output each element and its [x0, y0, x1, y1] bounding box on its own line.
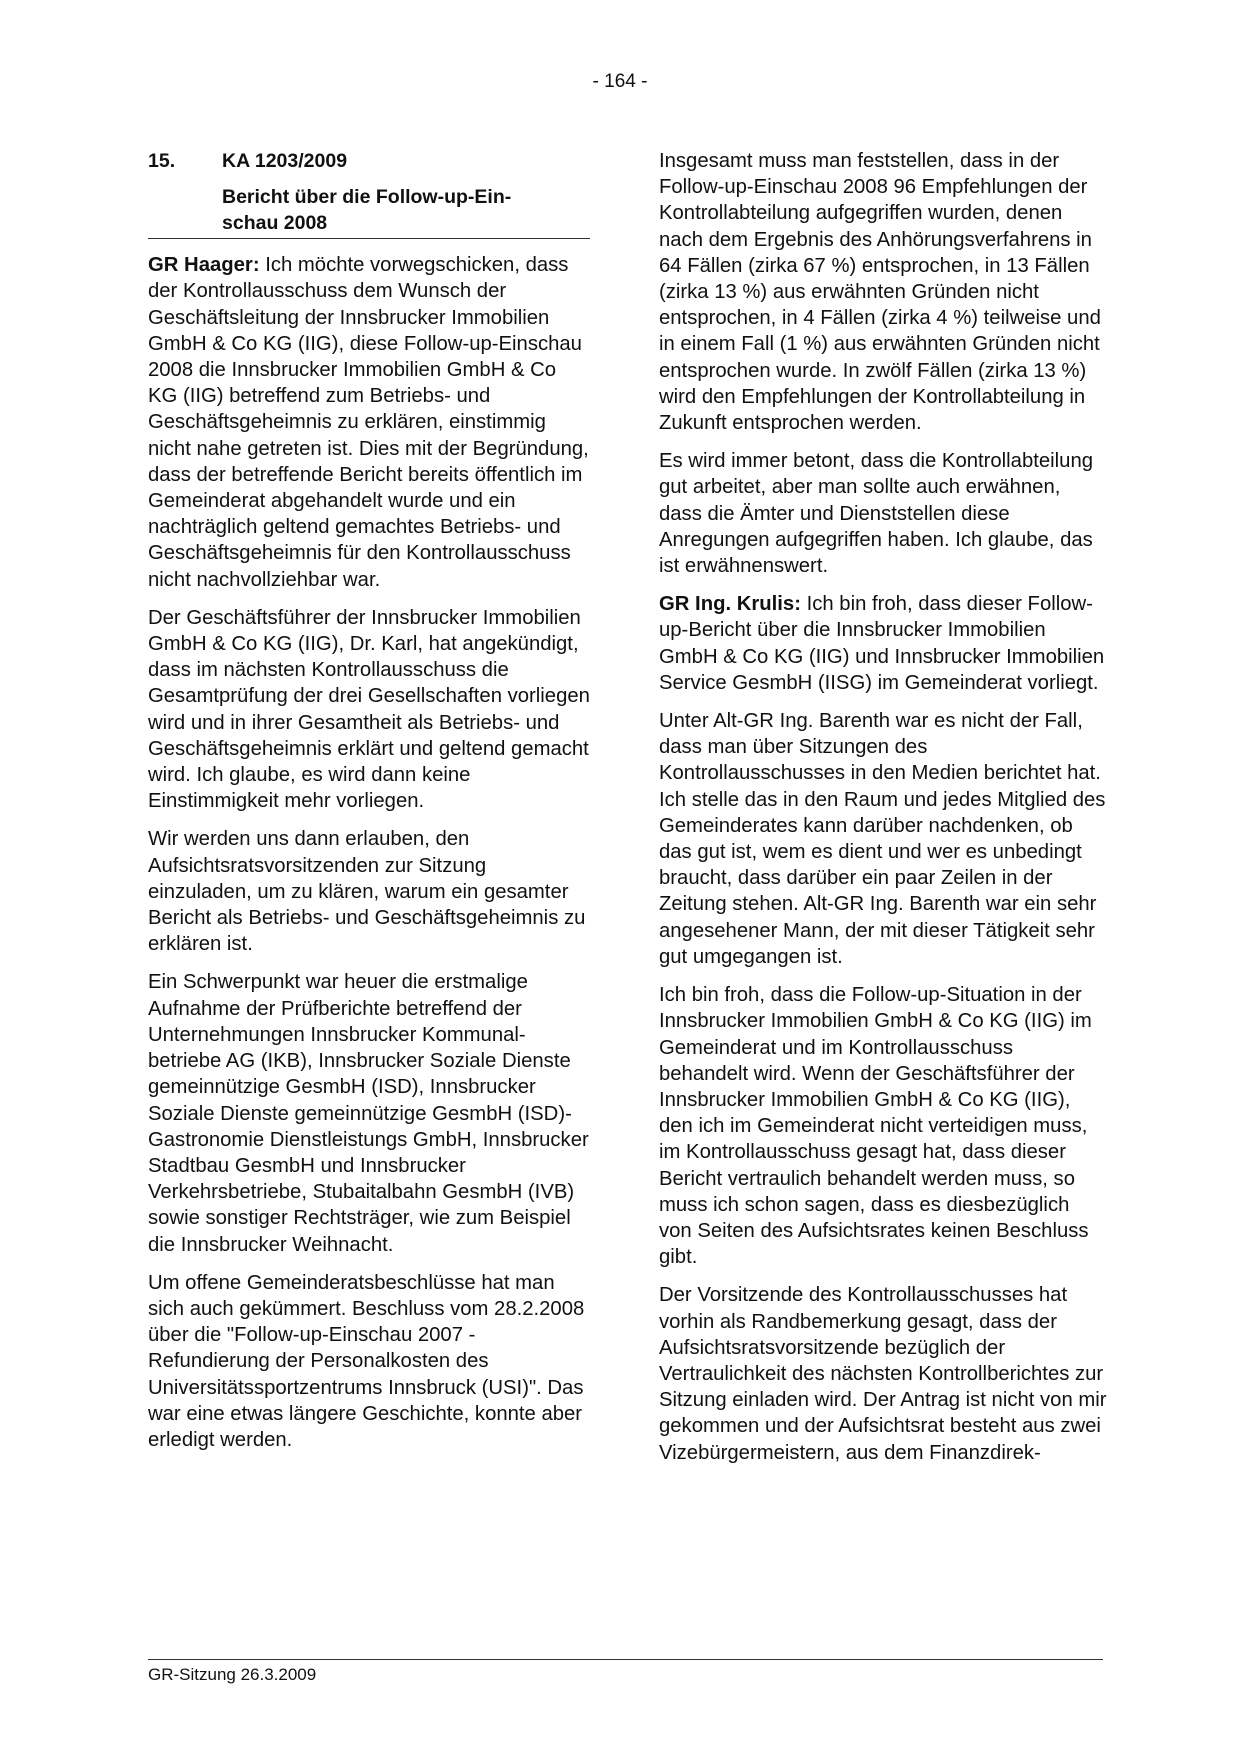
- agenda-item-header: [148, 148, 590, 239]
- paragraph: [148, 252, 590, 593]
- paragraph: Der Geschäftsführer der Innsbrucker Immobilien GmbH & Co KG (IIG), Dr. Karl, hat angekündigt, dass im nächsten Kontrollausschuss die Gesamtprüfung der drei Gesellschaften vorliegen wird und in ihrer Gesamtheit als Betriebs- und Geschäftsgeheimnis erklärt und geltend gemacht wird. Ich glaube, es wird dann keine Einstimmigkeit mehr vorliegen.: [148, 606, 590, 813]
- agenda-title-line: Bericht über die Follow-up-Ein-: [222, 186, 512, 209]
- left-column: [148, 148, 590, 1465]
- page-number: - 164 -: [592, 71, 648, 92]
- speaker-name: GR Ing. Krulis:: [659, 593, 801, 616]
- paragraph: Wir werden uns dann erlauben, den Aufsichtsratsvorsitzenden zur Sitzung einzuladen, um zu klären, warum ein gesamter Bericht als Betriebs- und Geschäftsgeheimnis zu erklären ist.: [148, 828, 586, 956]
- speaker-name: GR Haager:: [148, 254, 260, 277]
- paragraph: [659, 591, 1107, 696]
- paragraph: Um offene Gemeinderatsbeschlüsse hat man sich auch gekümmert. Beschluss vom 28.2.2008 über die "Follow-up-Einschau 2007 - Refundierung der Personalkosten des Universitätssportzentrums Innsbruck (USI)". Das war eine etwas längere Geschichte, konnte aber erledigt werden.: [148, 1271, 585, 1451]
- agenda-number: 15.: [148, 150, 176, 172]
- agenda-code: KA 1203/2009: [222, 150, 348, 172]
- paragraph-text: Ich möchte vorwegschicken, dass der Kontrollausschuss dem Wunsch der Geschäftsleitung der Innsbrucker Immobilien GmbH & Co KG (IIG), diese Follow-up-Einschau 2008 die Innsbrucker Immobilien GmbH & Co KG (IIG) betreffend zum Betriebs- und Geschäftsgeheimnis zu erklären, einstimmig nicht nahe getreten ist. Dies mit der Begründung, dass der betreffende Bericht bereits öffentlich im Gemeinderat abgehandelt wurde und ein nachträglich geltend gemachtes Betriebs- und Geschäftsgeheimnis für den Kontrollausschuss nicht nachvollziehbar war.: [148, 254, 589, 591]
- paragraph-text: Ich bin froh, dass dieser Follow-up-Bericht über die Innsbrucker Immobilien GmbH & Co KG (IIG) und Innsbrucker Immobilien Service GesmbH (IISG) im Gemeinderat vorliegt.: [659, 593, 1105, 694]
- paragraph: Unter Alt-GR Ing. Barenth war es nicht der Fall, dass man über Sitzungen des Kontrollausschusses in den Medien berichtet hat. Ich stelle das in den Raum und jedes Mitglied des Gemeinderates kann darüber nachdenken, ob das gut ist, wem es dient und wer es unbedingt braucht, dass darüber ein paar Zeilen in der Zeitung stehen. Alt-GR Ing. Barenth war ein sehr angesehener Mann, der mit dieser Tätigkeit sehr gut umgegangen ist.: [659, 710, 1106, 968]
- paragraph: Insgesamt muss man feststellen, dass in der Follow-up-Einschau 2008 96 Empfehlungen der Kontrollabteilung aufgegriffen wurden, denen nach dem Ergebnis des Anhörungsverfahrens in 64 Fällen (zirka 67 %) entsprochen, in 13 Fällen (zirka 13 %) aus erwähnten Gründen nicht entsprochen, in 4 Fällen (zirka 4 %) teilweise und in einem Fall (1 %) aus erwähnten Gründen nicht entsprochen wurde. In zwölf Fällen (zirka 13 %) wird den Empfehlungen der Kontrollabteilung in Zukunft entsprochen werden.: [659, 150, 1101, 435]
- paragraph: Ich bin froh, dass die Follow-up-Situation in der Innsbrucker Immobilien GmbH & Co KG (IIG) im Gemeinderat und im Kontrollausschuss behandelt wird. Wenn der Geschäftsführer der Innsbrucker Immobilien GmbH & Co KG (IIG), den ich im Gemeinderat nicht verteidigen muss, im Kontrollausschuss gesagt hat, dass dieser Bericht vertraulich behandelt werden muss, so muss ich schon sagen, dass es diesbezüglich von Seiten des Aufsichtsrates keinen Beschluss gibt.: [659, 984, 1092, 1269]
- agenda-title-line: schau 2008: [222, 212, 328, 235]
- agenda-title: [222, 184, 572, 236]
- footer: [148, 1659, 1103, 1685]
- paragraph: Es wird immer betont, dass die Kontrollabteilung gut arbeitet, aber man sollte auch erwähnen, dass die Ämter und Dienststellen diese Anregungen aufgegriffen haben. Ich glaube, das ist erwähnenswert.: [659, 450, 1094, 578]
- footer-session-date: GR-Sitzung 26.3.2009: [148, 1665, 317, 1684]
- right-column: [659, 148, 1107, 1478]
- paragraph: Der Vorsitzende des Kontrollausschusses hat vorhin als Randbemerkung gesagt, dass der Aufsichtsratsvorsitzende bezüglich der Vertraulichkeit des nächsten Kontrollberichtes zur Sitzung einladen wird. Der Antrag ist nicht von mir gekommen und der Aufsichtsrat besteht aus zwei Vizebürgermeistern, aus dem Finanzdirek-: [659, 1284, 1107, 1464]
- paragraph: Ein Schwerpunkt war heuer die erstmalige Aufnahme der Prüfberichte betreffend der Unternehmungen Innsbrucker Kommunalbetriebe AG (IKB), Innsbrucker Soziale Dienste gemeinnützige GesmbH (ISD), Innsbrucker Soziale Dienste gemeinnützige GesmbH (ISD)-Gastronomie Dienstleistungs GmbH, Innsbrucker Stadtbau GesmbH und Innsbrucker Verkehrsbetriebe, Stubaitalbahn GesmbH (IVB) sowie sonstiger Rechtsträger, wie zum Beispiel die Innsbrucker Weihnacht.: [148, 971, 589, 1256]
